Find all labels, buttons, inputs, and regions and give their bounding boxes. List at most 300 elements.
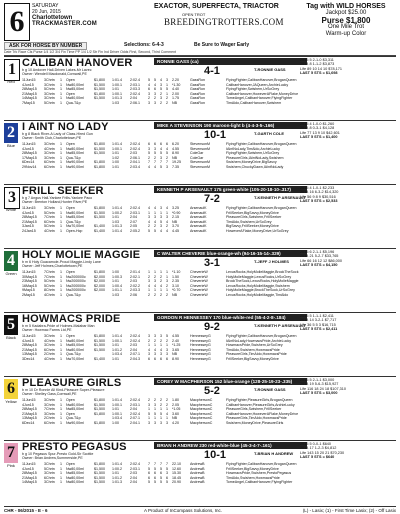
pp-cell: HennesseyG (190, 334, 211, 338)
pp-cell: 4 (148, 347, 150, 352)
pp-cell: 6 (148, 142, 150, 146)
pp-cell: $1,500 (94, 82, 105, 87)
pp-cell: 4 (160, 78, 162, 82)
pp-cell: 3 (148, 91, 150, 96)
pp-cell: 3Chrtn (44, 91, 55, 96)
pp-cell: 3.65 (172, 347, 179, 352)
pp-cell: 7Chrtn (44, 274, 55, 279)
pp-cell: Qua-T&p (66, 100, 81, 105)
pp-cell: GassRon (190, 100, 205, 105)
pp-cell: AndrewB (190, 475, 205, 480)
pp-cell: 2 (160, 100, 162, 105)
post-color: Black (6, 335, 16, 340)
pp-cell: 1:01.4 (112, 334, 122, 338)
pp-cell: 2:04 (130, 96, 137, 101)
pp-cell: 5Chrtn (44, 210, 55, 215)
pp-cell: Nw85,00ml (66, 407, 84, 412)
pp-cell: 1:00.1 (112, 146, 122, 151)
post-color: Red (7, 79, 15, 84)
pp-cell: 3 (160, 352, 162, 357)
pp-cell: 2Chrtn (44, 352, 55, 357)
breeding-site: BREEDINGTROTTERS.COM (164, 17, 284, 27)
pp-cell: 1 (154, 416, 156, 421)
pp-cell: 1:00.1 (112, 82, 122, 87)
pp-cell: 3Chrtn (44, 151, 55, 156)
pp-cell: NB (172, 292, 177, 297)
pp-cell: 21May15 (22, 91, 37, 96)
pp-cell: FlyingFighter,CalibanHanover,BroganQueen (226, 206, 297, 210)
pp-cell: 1 (60, 411, 62, 416)
pp-cell: 1 (60, 292, 62, 297)
pp-cell: NB (172, 155, 177, 160)
pp-cell: $1,500 (94, 407, 105, 412)
trackmaster-site: TRACKMASTER.COM (32, 21, 97, 27)
pp-cell: 6Chrtn (44, 160, 55, 165)
stat-line: 2015 4 1-0-0 $1,260 (300, 122, 335, 126)
pp-cell: 1 (166, 288, 168, 293)
pp-cell: 2:03.3 (130, 288, 140, 293)
stat-line: 2014 21 5-2-7 $33,765 (300, 254, 339, 259)
pp-cell: 3 (166, 215, 168, 220)
pp-cell: *0.90 (172, 210, 181, 215)
pp-cell: 11Jun15 (22, 334, 36, 338)
pp-cell: 1:01.4 (112, 78, 122, 82)
pp-cell: 2 (166, 224, 168, 229)
pp-cell: 1:00.1 (112, 338, 122, 343)
horse-name: HOLY MOLIE MAGGIE (22, 249, 141, 261)
pp-cell: 3 (166, 164, 168, 169)
pp-cell: 1 (60, 274, 62, 279)
pp-cell: 2 (148, 274, 150, 279)
pp-cell: $1,800 (94, 420, 105, 425)
pp-cell: StevensonM (190, 146, 210, 151)
pp-cell: Swishem,MoneyDrive,PleasureGirls (226, 420, 284, 425)
pp-cell: 11Jun15 (22, 398, 36, 402)
pp-cell: 6 (160, 142, 162, 146)
pp-cell: 5 (148, 78, 150, 82)
pp-cell: Open (66, 91, 75, 96)
pp-cell: 6Chrtn (44, 475, 55, 480)
stat-line: Life 56 9 8 9 $30,516 (300, 194, 336, 199)
race-header (4, 3, 396, 43)
pp-cell: Nw80,00ml (66, 347, 84, 352)
pp-cell: 2.40 (172, 338, 179, 343)
pp-cell: $1,500 (94, 146, 105, 151)
distance: One Mile Trot (327, 24, 364, 30)
pp-cell: FlyingFighter,CalibanHanover,BroganQueen (226, 78, 297, 82)
pp-cell: 7Chrtn (44, 407, 55, 412)
pp-cell: 29Nov14 (22, 164, 37, 169)
pp-cell: 5 (166, 466, 168, 471)
pp-cell: MacphersonC (190, 420, 213, 425)
pp-cell: 3 (154, 215, 156, 220)
pp-cell: 1 (60, 475, 62, 480)
pp-cell: 1 (160, 416, 162, 421)
pp-cell: 5Chrtn (44, 279, 55, 284)
pp-cell: Nw80,00ml (66, 466, 84, 471)
pp-cell: 3 (154, 91, 156, 96)
pp-cell: FlyingFighter,Swishem,UrSoGrey (226, 87, 280, 92)
pp-cell: 1 (154, 343, 156, 348)
pp-cell: 1 (60, 142, 62, 146)
pp-cell: 4 (160, 347, 162, 352)
pp-cell: GassRon (190, 91, 205, 96)
stat-line: Life 89 10 14 10 $78,171 (300, 66, 343, 71)
pp-cell: 3 (166, 78, 168, 82)
pp-cell: 5 (154, 480, 156, 485)
earnings-stats (300, 58, 396, 76)
warmup-color: Warm-up Color (325, 31, 367, 37)
pp-cell: 3Chrtn (44, 96, 55, 101)
pp-cell: PleasureGirls,TimAldo,HowmacsPride (226, 352, 287, 357)
pp-cell: FlyingFighter,Swishem,UrSoGrey (226, 151, 280, 156)
pp-cell: $1,500 (94, 475, 105, 480)
pp-cell: 1 (60, 164, 62, 169)
pp-cell: 1 (60, 279, 62, 284)
pp-cell: 5Chrtn (44, 100, 55, 105)
driver: KENNETH P ARSENAULT 175 green-white (105-20-18-10-.317) (154, 186, 307, 193)
horse-entry (4, 56, 396, 119)
race-condition: OPEN TROT (182, 12, 206, 17)
pp-cell: 1 (160, 407, 162, 412)
pp-cell: 1:00.1 (112, 91, 122, 96)
pp-cell: 1:01 (112, 471, 119, 476)
pp-cell: CheverieW (190, 279, 208, 284)
pp-cell: 1 (166, 82, 168, 87)
pp-cell: 2:03 (130, 471, 137, 476)
pp-cell: 23May15 (22, 279, 37, 284)
pp-cell: 2:05 (130, 224, 137, 229)
pp-cell: 15.30 (172, 471, 181, 476)
pp-cell: 2:07.1 (130, 416, 140, 421)
pp-cell: MacphersonC (190, 402, 213, 407)
pp-cell: 1:03 (112, 292, 119, 297)
stat-line: Life 36 5 5 3 $16,715 (300, 322, 336, 327)
pp-cell: 2 (154, 274, 156, 279)
past-performances (22, 206, 396, 234)
pp-cell: 1 (166, 270, 168, 274)
last-five-earnings: LAST 5 STS = $2,533 (300, 199, 338, 204)
pp-cell: Open (66, 334, 75, 338)
morning-line-odds: 7-2 (204, 193, 220, 205)
last-five-earnings: LAST 5 STS = $3,000 (300, 391, 338, 396)
pp-cell: 7 (166, 462, 168, 466)
pp-cell: 1 (60, 352, 62, 357)
pp-cell: 5Chrtn (44, 87, 55, 92)
pp-cell: Nw200000lc (66, 279, 86, 284)
pp-cell: 6 (154, 142, 156, 146)
pp-cell: *1.05 (172, 407, 181, 412)
pp-cell: 1 (60, 462, 62, 466)
pp-cell: 1 (166, 91, 168, 96)
pp-cell: 2 (148, 155, 150, 160)
pp-cell: 1:01.4 (112, 228, 122, 233)
horse-name: PRESTO PEGASUS (22, 441, 127, 453)
pp-cell: $1,800 (94, 160, 105, 165)
pp-cell: 8.90 (172, 151, 179, 156)
pp-cell: 6Dec14 (22, 420, 35, 425)
pp-cell: PleasureGirls,IAintNoLady,Swishem (226, 155, 284, 160)
post-position: 4 (4, 251, 18, 271)
pp-cell: 3 (166, 471, 168, 476)
pp-cell: 1 (60, 416, 62, 421)
pp-cell: 1:01.3 (112, 480, 122, 485)
driver: GORDON R HENNESSEY 170 blue-white-red (55-4-2-8-.184) (154, 314, 307, 321)
pp-cell: 2 (148, 224, 150, 229)
pp-cell: 3 (160, 224, 162, 229)
pp-cell: 17May15 (22, 155, 37, 160)
pp-cell: *1.10 (172, 270, 181, 274)
footer-code: CHR - 06/2015 - E - 6 (4, 508, 48, 513)
pp-cell: 3 (148, 146, 150, 151)
pp-cell: TimAldo,Swishem,HowmacsPride (226, 347, 280, 352)
pp-cell: GassRon (190, 82, 205, 87)
pp-cell: Nw90,00ml (66, 160, 84, 165)
pp-cell: $1,500 (94, 402, 105, 407)
past-performances (22, 462, 396, 485)
pp-cell: 13May15 (22, 416, 37, 421)
pp-cell: 8.90 (172, 356, 179, 361)
past-performances (22, 334, 396, 362)
pp-cell: ArsenaulK (190, 215, 207, 220)
pp-cell: 2.35 (172, 279, 179, 284)
pp-cell: 4 (154, 347, 156, 352)
pp-cell: 4 (154, 164, 156, 169)
pp-cell: AndrewB (190, 471, 205, 476)
stat-line: 2015 5 0-0-1 $640 (300, 442, 332, 446)
pp-cell: 2:03.3 (130, 87, 140, 92)
pp-cell: 21May15 (22, 219, 37, 224)
pp-cell: 1:02 (112, 155, 119, 160)
pp-cell: 7 (154, 160, 156, 165)
pp-cell: 1 (154, 210, 156, 215)
pp-cell: $1,500 (94, 343, 105, 348)
pp-cell: 2:04 (130, 407, 137, 412)
pp-cell: 28May15 (22, 471, 37, 476)
pp-cell: 3 (154, 334, 156, 338)
pp-cell: $1,400 (94, 224, 105, 229)
pp-cell: 6Dec14 (22, 160, 35, 165)
pp-cell: 1:00 (112, 160, 119, 165)
pp-cell: Nw90,00ml (66, 164, 84, 169)
pp-cell: 2 (148, 338, 150, 343)
pp-cell: 1 (60, 228, 62, 233)
earnings-stats (300, 378, 396, 396)
pp-cell: GassRon (190, 87, 205, 92)
horse-name: FRILL SEEKER (22, 185, 104, 197)
pp-cell: 5 (160, 151, 162, 156)
pp-cell: 2:03.1 (130, 466, 140, 471)
pp-cell: HennesseyG (190, 338, 211, 343)
pp-cell: Open-Hcp (66, 228, 83, 233)
pp-cell: 21May15 (22, 475, 37, 480)
pp-cell: ArsenaulK (190, 219, 207, 224)
morning-line-odds: 9-2 (204, 321, 220, 333)
pp-cell: 3.10 (172, 283, 179, 288)
pp-cell: 1 (60, 82, 62, 87)
pp-cell: 4 (154, 82, 156, 87)
pp-cell: 1:00.2 (112, 466, 122, 471)
pp-cell: 1 (60, 206, 62, 210)
pp-cell: HennesseyG (190, 347, 211, 352)
pp-cell: 6 (166, 142, 168, 146)
pp-cell: GassRon (190, 78, 205, 82)
pp-cell: 2 (160, 402, 162, 407)
pp-cell: 2:02.4 (130, 398, 140, 402)
pp-cell: 28May15 (22, 87, 37, 92)
pp-cell: 1 (60, 420, 62, 425)
pp-cell: 4 (148, 164, 150, 169)
pp-line (22, 229, 396, 234)
pp-cell: 3 (160, 215, 162, 220)
pp-cell: 6 (148, 475, 150, 480)
column-header: Date Trk Race Cls Purse 1/4 1/2 3/4 Fin Time PP 1/4 1/2 Str Fin Ind Driver Odds First, Second, Third Comment (4, 50, 396, 56)
pp-cell: 3 (154, 352, 156, 357)
horse-name: I AINT NO LADY (22, 121, 109, 133)
post-color: Yellow (5, 399, 17, 404)
earnings-stats (300, 250, 396, 268)
pp-cell: 1:01.4 (112, 398, 122, 402)
pp-cell: 2 (154, 155, 156, 160)
pp-cell: 12.60 (172, 466, 181, 471)
pp-cell: 2 (148, 292, 150, 297)
stat-line: 2014 14 3-2-1 $7,717 (300, 318, 337, 323)
post-position: 6 (4, 379, 18, 399)
pp-cell: 1:01 (112, 407, 119, 412)
pp-cell: 4 (160, 228, 162, 233)
pp-cell: Swishem,ChuckyDawn,IAintNoLady (226, 164, 284, 169)
pp-cell: 4 (154, 219, 156, 224)
pp-cell: 3 (148, 420, 150, 425)
pp-cell: 4 (154, 206, 156, 210)
pp-cell: 30May15 (22, 274, 37, 279)
pp-cell: 2:02.4 (130, 146, 140, 151)
pp-cell: 3 (154, 146, 156, 151)
pp-cell: 3Dec14 (22, 356, 35, 361)
trainer: T-RONNIE GASS (254, 387, 286, 392)
pp-cell: 5Chrtn (44, 224, 55, 229)
pp-cell: Nw200000lc (66, 274, 86, 279)
pp-cell: Open (66, 270, 75, 274)
pp-cell: $1,800 (94, 398, 105, 402)
pp-cell: 1:00.2 (112, 210, 122, 215)
morning-line-odds: 3-1 (204, 257, 220, 269)
pp-cell: 2:02.4 (130, 338, 140, 343)
pp-cell: FlyingFighter,CalibanHanover,BroganQueen (226, 462, 297, 466)
pp-cell: Open (66, 462, 75, 466)
pp-cell: 2 (160, 292, 162, 297)
pp-cell: AndrewB (190, 480, 205, 485)
pp-cell: Nw85,00ml (66, 343, 84, 348)
pp-cell: $1,500 (94, 210, 105, 215)
pp-cell: 4 (148, 82, 150, 87)
pp-cell: 11Jun15 (22, 462, 36, 466)
pp-cell: 5 (154, 78, 156, 82)
past-performances (22, 398, 396, 426)
pp-cell: Nw80,00ml (66, 82, 84, 87)
owner: Owner: Howmac Farms Ltd,PE (22, 328, 72, 332)
pp-cell: 2:06 (130, 292, 137, 297)
trainer: T-GARTH COLE (254, 131, 284, 136)
owner: Owner: Wendell Macdonald,Cornwall,PE (22, 72, 87, 76)
pp-cell: 1 (148, 288, 150, 293)
pp-cell: 3.70 (172, 224, 179, 229)
pp-cell: 2 (160, 279, 162, 284)
pp-cell: 1 (60, 407, 62, 412)
pp-cell: 1 (60, 356, 62, 361)
pp-cell: StevensonM (190, 142, 210, 146)
pp-cell: 5 (148, 151, 150, 156)
pp-cell: 1:00.4 (112, 283, 122, 288)
pp-cell: 2:03.1 (130, 402, 140, 407)
pp-cell: NB (172, 219, 177, 224)
pp-cell: 11Jun15 (22, 78, 36, 82)
pp-cell: $1,500 (94, 87, 105, 92)
pp-cell: 2 (166, 338, 168, 343)
pp-cell: 2 (166, 398, 168, 402)
pp-cell: 5 (160, 219, 162, 224)
pp-cell: 5 (148, 411, 150, 416)
pp-cell: $1,400 (94, 356, 105, 361)
pp-line (22, 421, 396, 426)
pp-cell: 28May15 (22, 407, 37, 412)
pp-cell: 4Jun15 (22, 466, 34, 471)
pp-cell: $1,500 (94, 338, 105, 343)
trainer: T-BRIAN H ANDREW (254, 451, 294, 456)
pp-line (22, 293, 396, 298)
stat-line: 2014 16 6-3-2 $14,320 (300, 190, 339, 195)
pp-cell: Qua-T&p (66, 352, 81, 357)
horse-name: CALIBAN HANOVER (22, 57, 133, 69)
stat-line: 2015 5 2-1-0 $3,311 (300, 58, 334, 62)
pp-cell: NB (172, 416, 177, 421)
pp-cell: BigSavvy,FrillSeeker,MoneyDrive (226, 224, 279, 229)
pp-cell: 14May15 (22, 96, 37, 101)
pp-cell: 1 (166, 416, 168, 421)
pp-cell: 1 (60, 224, 62, 229)
pp-cell: 1 (60, 210, 62, 215)
pp-cell: 4Chrtn (44, 146, 55, 151)
pp-cell: ArsenaulK (190, 228, 207, 233)
pp-cell: PleasureGirls,TimAldo,HowmacsPride (226, 416, 287, 421)
pp-cell: 3 (148, 402, 150, 407)
last-five-earnings: LAST 5 STS = $1,698 (300, 71, 338, 76)
pp-cell: 1 (160, 270, 162, 274)
post-color: White (5, 207, 17, 212)
pp-cell: 1:01 (112, 356, 119, 361)
stat-line: 2014 19 5-6-3 $15,927 (300, 382, 339, 387)
pp-cell: 2:02.4 (130, 91, 140, 96)
pp-cell: 3Chrtn (44, 471, 55, 476)
pp-cell: 3Chrtn (44, 343, 55, 348)
post-position: 2 (4, 123, 18, 143)
pp-cell: 3 (154, 402, 156, 407)
pp-cell: TimAldo,Swishem,UrSoGrey (226, 219, 272, 224)
pp-cell: LexusRocks,HolyMolieMaggie,TimAldo (226, 292, 289, 297)
breeding: b m 10 Dr Ronnie All Kind-Pleasure Super-Pleasure (22, 388, 105, 392)
pp-cell: 1 (166, 343, 168, 348)
purse: Purse $1,800 (321, 16, 371, 25)
horse-entry (4, 120, 396, 183)
pp-cell: 1 (166, 274, 168, 279)
pp-cell: 28May15 (22, 151, 37, 156)
pp-cell: StevensonM (190, 160, 210, 165)
horse-entry (4, 312, 396, 375)
footer-credit: A Product of InCompass Solutions, Inc. (144, 508, 223, 513)
past-performances (22, 270, 396, 298)
pp-cell: 2:04 (130, 475, 137, 480)
pp-cell: 4 (166, 411, 168, 416)
